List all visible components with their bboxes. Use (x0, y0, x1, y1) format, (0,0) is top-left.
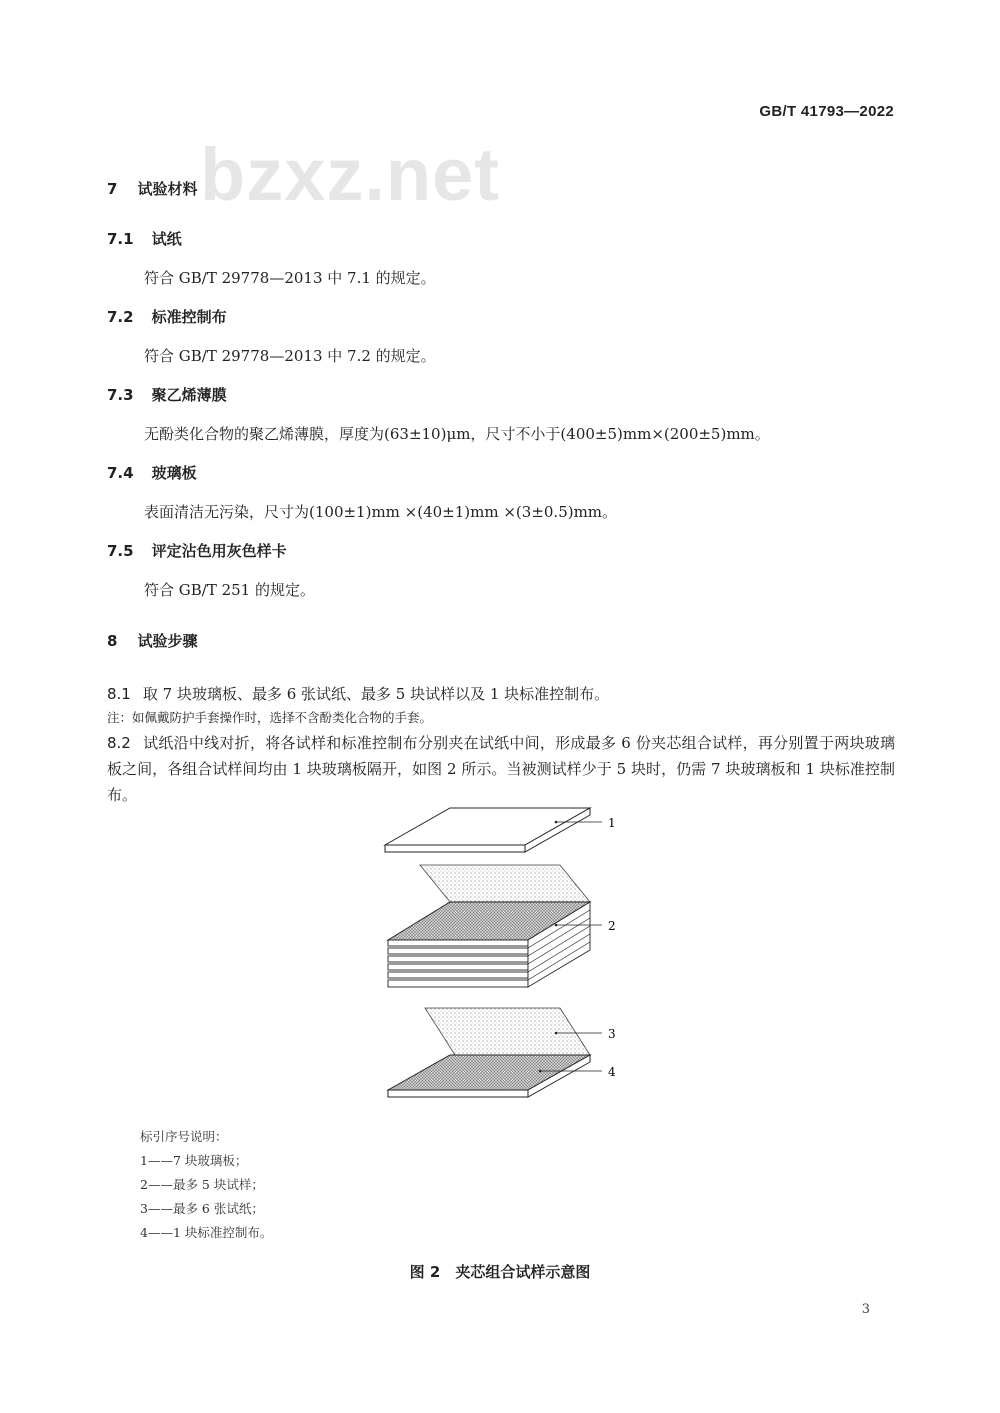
section-7-heading (107, 178, 197, 199)
section-number: 7.1 (107, 230, 134, 248)
section-number: 7.4 (107, 464, 134, 482)
section-title: 玻璃板 (151, 464, 197, 482)
section-number: 8 (107, 632, 118, 650)
section-8-heading (107, 630, 197, 651)
section-title: 标准控制布 (151, 308, 227, 326)
section-title: 评定沾色用灰色样卡 (151, 542, 287, 560)
sandwich-specimen-diagram (370, 800, 630, 1105)
section-title: 聚乙烯薄膜 (151, 386, 227, 404)
section-number: 7.5 (107, 542, 134, 560)
standard-control-fabric (388, 1055, 590, 1097)
section-7-1-heading (107, 228, 182, 249)
figure-caption: 图 2 夹芯组合试样示意图 (409, 1263, 591, 1281)
section-7-4-heading (107, 462, 197, 483)
section-body: 试纸沿中线对折，将各试样和标准控制布分别夹在试纸中间，形成最多 6 份夹芯组合试样，再分别置于两块玻璃板之间，各组合试样间均由 1 块玻璃板隔开，如图 2 所示。当被测试样少于 5 块时，仍需 7 块玻璃板和 1 块标准控制布。 (107, 734, 895, 804)
section-7-3-heading (107, 384, 227, 405)
page-number: 3 (861, 1302, 870, 1317)
section-number: 7.2 (107, 308, 134, 326)
section-7-2-body: 符合 GB/T 29778—2013 中 7.2 的规定。 (144, 347, 436, 365)
glass-plate-stack (388, 902, 590, 987)
figure-legend-item: 4——1 块标准控制布。 (140, 1225, 273, 1240)
section-body: 取 7 块玻璃板、最多 6 张试纸、最多 5 块试样以及 1 块标准控制布。 (142, 685, 610, 703)
figure-label-3: 3 (608, 1027, 616, 1041)
section-title: 试验材料 (137, 180, 198, 198)
section-number: 8.1 (107, 685, 131, 703)
section-7-4-body: 表面清洁无污染，尺寸为(100±1)mm ×(40±1)mm ×(3±0.5)mm。 (144, 503, 618, 521)
section-number: 7 (107, 180, 118, 198)
figure-legend-title: 标引序号说明： (140, 1129, 228, 1144)
upper-test-paper (420, 865, 590, 902)
figure-label-1: 1 (608, 816, 616, 830)
section-7-5-body: 符合 GB/T 251 的规定。 (144, 581, 315, 599)
watermark: bzxz.net (200, 133, 500, 216)
figure-legend-item: 1——7 块玻璃板； (140, 1153, 248, 1168)
section-number: 8.2 (107, 734, 131, 752)
section-8-1 (107, 683, 609, 704)
section-7-1-body: 符合 GB/T 29778—2013 中 7.1 的规定。 (144, 269, 436, 287)
top-glass-plate (385, 808, 590, 852)
section-7-2-heading (107, 306, 227, 327)
section-8-2 (107, 730, 895, 808)
figure-legend-item: 2——最多 5 块试样； (140, 1177, 264, 1192)
standard-code: GB/T 41793—2022 (759, 103, 894, 120)
section-7-3-body: 无酚类化合物的聚乙烯薄膜，厚度为(63±10)μm，尺寸不小于(400±5)mm×(200±5)mm。 (144, 425, 770, 443)
section-title: 试纸 (151, 230, 182, 248)
lower-test-paper (425, 1008, 590, 1055)
section-title: 试验步骤 (137, 632, 198, 650)
section-number: 7.3 (107, 386, 134, 404)
section-7-5-heading (107, 540, 287, 561)
figure-legend-item: 3——最多 6 张试纸； (140, 1201, 264, 1216)
figure-label-2: 2 (608, 919, 616, 933)
figure-label-4: 4 (608, 1065, 616, 1079)
section-8-1-note: 注：如佩戴防护手套操作时，选择不含酚类化合物的手套。 (107, 710, 433, 725)
